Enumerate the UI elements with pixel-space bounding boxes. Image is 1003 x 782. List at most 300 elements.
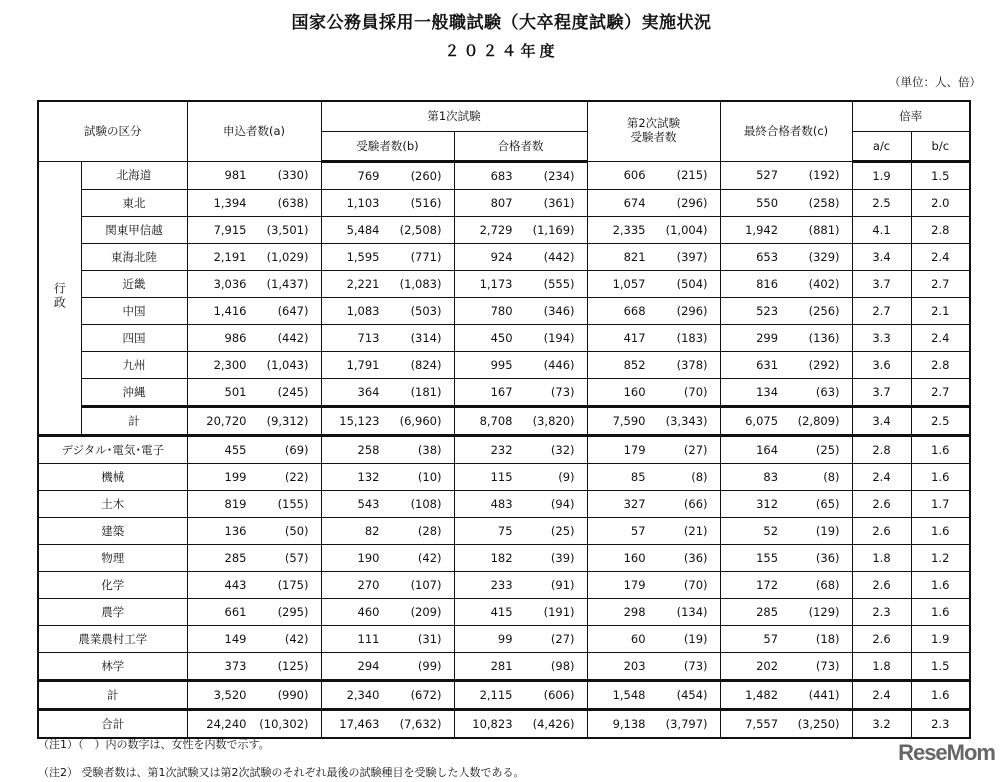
row-category: 近畿 — [81, 270, 187, 297]
header-ratio: 倍率 — [852, 101, 970, 131]
first-passed-female: (25) — [550, 523, 575, 538]
first-takers — [322, 298, 454, 324]
first-takers-cell — [321, 297, 454, 324]
table-row — [38, 680, 970, 709]
ratio-bc: 2.8 — [911, 351, 970, 378]
ratio-bc: 2.0 — [911, 189, 970, 216]
first-takers-female: (503) — [410, 303, 442, 318]
applicants-female: (125) — [277, 658, 309, 673]
first-takers-female: (314) — [410, 330, 442, 345]
first-passed — [455, 545, 587, 571]
final-passed-cell — [720, 709, 852, 738]
first-takers-female: (181) — [410, 384, 442, 399]
second-takers-total: 674 — [623, 195, 646, 210]
final-passed — [721, 572, 852, 598]
second-takers-total: 852 — [623, 357, 646, 372]
applicants-cell — [187, 351, 321, 378]
first-takers-total: 2,221 — [346, 276, 380, 291]
ratio-bc: 1.6 — [911, 680, 970, 709]
table-row — [38, 709, 970, 738]
first-passed-female: (234) — [543, 168, 575, 183]
first-passed-total: 233 — [490, 577, 513, 592]
second-takers-cell — [587, 463, 720, 490]
ratio-bc: 2.1 — [911, 297, 970, 324]
final-passed — [721, 244, 852, 270]
second-takers-cell — [587, 625, 720, 652]
applicants-female: (9,312) — [266, 413, 309, 428]
applicants-cell — [187, 189, 321, 216]
final-passed — [721, 545, 852, 571]
second-takers — [588, 244, 720, 270]
applicants-total: 981 — [224, 168, 247, 182]
applicants-total: 2,191 — [213, 249, 247, 264]
row-category: 農業農村工学 — [38, 625, 187, 652]
final-passed-cell — [720, 243, 852, 270]
first-takers-female: (209) — [410, 604, 442, 619]
applicants — [188, 298, 321, 324]
final-passed-total: 202 — [756, 658, 779, 673]
first-passed-cell — [454, 216, 587, 243]
first-takers-female: (260) — [410, 168, 442, 183]
first-passed-female: (94) — [550, 496, 575, 511]
table-row — [38, 161, 970, 189]
final-passed-cell — [720, 463, 852, 490]
ratio-ac: 3.3 — [852, 324, 911, 351]
first-passed-female: (98) — [550, 658, 575, 673]
first-passed-female: (442) — [543, 249, 575, 264]
table-row — [38, 297, 970, 324]
second-takers-cell — [587, 189, 720, 216]
ratio-ac: 2.6 — [852, 490, 911, 517]
ratio-bc: 2.3 — [911, 709, 970, 738]
note-2: （注2） 受験者数は、第1次試験又は第2次試験のそれぞれ最後の試験種目を受験した人数である。 — [38, 766, 525, 779]
first-passed-cell — [454, 680, 587, 709]
applicants-female: (175) — [277, 577, 309, 592]
table-row — [38, 598, 970, 625]
first-passed-cell — [454, 161, 587, 189]
second-takers-cell — [587, 435, 720, 463]
applicants — [188, 352, 321, 378]
second-takers-cell — [587, 652, 720, 680]
first-takers-total: 258 — [357, 442, 380, 457]
second-takers-cell — [587, 680, 720, 709]
final-passed-total: 52 — [763, 523, 779, 538]
first-takers-female: (42) — [417, 550, 442, 565]
applicants-cell — [187, 297, 321, 324]
final-passed-female: (192) — [808, 168, 840, 182]
first-takers-female: (10) — [417, 469, 442, 484]
applicants-female: (1,437) — [266, 276, 309, 291]
first-takers-total: 1,791 — [346, 357, 380, 372]
final-passed — [721, 491, 852, 517]
final-passed-cell — [720, 517, 852, 544]
final-passed — [721, 352, 852, 378]
first-passed-cell — [454, 517, 587, 544]
table-row — [38, 270, 970, 297]
applicants-total: 1,394 — [213, 195, 247, 210]
applicants-total: 3,520 — [213, 687, 247, 702]
first-passed — [455, 491, 587, 517]
ratio-ac: 4.1 — [852, 216, 911, 243]
first-passed-female: (3,820) — [532, 413, 575, 428]
row-category: 東海北陸 — [81, 243, 187, 270]
applicants-female: (155) — [277, 496, 309, 511]
applicants-female: (295) — [277, 604, 309, 619]
first-passed — [455, 464, 587, 490]
applicants-total: 1,416 — [213, 303, 247, 318]
final-passed — [721, 379, 852, 405]
first-passed-cell — [454, 709, 587, 738]
second-takers — [588, 379, 720, 405]
final-passed-total: 172 — [756, 577, 779, 592]
first-takers-cell — [321, 517, 454, 544]
first-takers — [322, 464, 454, 490]
final-passed-total: 83 — [763, 469, 779, 484]
first-takers — [322, 352, 454, 378]
applicants-total: 661 — [224, 604, 247, 619]
row-category: 林学 — [38, 652, 187, 680]
first-passed-cell — [454, 490, 587, 517]
first-passed — [455, 437, 587, 463]
first-takers-female: (28) — [417, 523, 442, 538]
applicants-female: (647) — [277, 303, 309, 318]
second-takers-total: 1,057 — [612, 276, 646, 291]
first-takers-female: (31) — [417, 631, 442, 646]
first-passed — [455, 653, 587, 679]
exam-results-table — [37, 100, 971, 739]
final-passed-female: (402) — [808, 276, 840, 291]
first-takers-total: 769 — [357, 168, 380, 183]
row-category: 北海道 — [81, 161, 187, 189]
final-passed-total: 312 — [756, 496, 779, 511]
final-passed-cell — [720, 435, 852, 463]
applicants-cell — [187, 598, 321, 625]
final-passed-female: (329) — [808, 249, 840, 264]
first-passed — [455, 711, 587, 737]
first-takers — [322, 271, 454, 297]
second-takers — [588, 518, 720, 544]
table-row — [38, 517, 970, 544]
table-row — [38, 216, 970, 243]
second-takers-cell — [587, 378, 720, 406]
applicants-cell — [187, 378, 321, 406]
first-passed-total: 75 — [497, 523, 513, 538]
second-takers-female: (73) — [683, 658, 708, 673]
final-passed-female: (25) — [815, 442, 840, 457]
page-title: 国家公務員採用一般職試験（大卒程度試験）実施状況 — [291, 13, 712, 33]
first-passed — [455, 190, 587, 216]
first-takers-total: 111 — [357, 631, 380, 646]
final-passed-total: 164 — [756, 442, 779, 457]
applicants-total: 285 — [224, 550, 247, 565]
applicants-total: 149 — [224, 631, 247, 646]
applicants-female: (10,302) — [259, 716, 309, 731]
first-takers — [322, 190, 454, 216]
final-passed-cell — [720, 324, 852, 351]
first-takers-female: (38) — [417, 442, 442, 457]
first-takers — [322, 408, 454, 434]
applicants-total: 7,915 — [213, 222, 247, 237]
final-passed-cell — [720, 297, 852, 324]
first-takers-cell — [321, 406, 454, 435]
first-passed-total: 450 — [490, 330, 513, 345]
first-passed — [455, 599, 587, 625]
first-passed-cell — [454, 243, 587, 270]
ratio-ac: 2.4 — [852, 463, 911, 490]
applicants-total: 455 — [224, 442, 247, 457]
final-passed — [721, 162, 852, 189]
applicants-female: (69) — [284, 442, 309, 457]
first-passed-female: (4,426) — [532, 716, 575, 731]
applicants-cell — [187, 544, 321, 571]
first-passed-total: 182 — [490, 550, 513, 565]
second-takers-total: 327 — [623, 496, 646, 511]
applicants-cell — [187, 435, 321, 463]
first-takers-total: 270 — [357, 577, 380, 592]
header-applicants: 申込者数(a) — [187, 101, 321, 161]
final-passed-total: 285 — [756, 604, 779, 619]
applicants-female: (50) — [284, 523, 309, 538]
first-passed-cell — [454, 406, 587, 435]
second-takers — [588, 491, 720, 517]
applicants-cell — [187, 571, 321, 598]
first-passed-total: 807 — [490, 195, 513, 210]
ratio-ac: 3.4 — [852, 406, 911, 435]
applicants-female: (22) — [284, 469, 309, 484]
first-takers-cell — [321, 463, 454, 490]
second-takers-total: 60 — [630, 631, 646, 646]
header-ratio-ac: a/c — [852, 131, 911, 161]
second-takers-cell — [587, 406, 720, 435]
first-passed-total: 99 — [497, 631, 513, 646]
first-passed-total: 483 — [490, 496, 513, 511]
first-passed — [455, 379, 587, 405]
second-takers-cell — [587, 490, 720, 517]
ratio-bc: 2.4 — [911, 324, 970, 351]
final-passed — [721, 408, 852, 434]
first-passed-female: (32) — [550, 442, 575, 457]
second-takers-female: (3,797) — [665, 716, 708, 731]
final-passed — [721, 626, 852, 652]
first-passed-total: 2,729 — [479, 222, 513, 237]
first-takers — [322, 626, 454, 652]
first-takers-cell — [321, 490, 454, 517]
second-takers-total: 57 — [630, 523, 646, 538]
ratio-ac: 1.9 — [852, 161, 911, 189]
first-passed-total: 8,708 — [479, 413, 513, 428]
second-takers-female: (378) — [676, 357, 708, 372]
first-takers-cell — [321, 378, 454, 406]
applicants-total: 373 — [224, 658, 247, 673]
applicants-cell — [187, 625, 321, 652]
second-takers — [588, 545, 720, 571]
second-takers-female: (8) — [691, 469, 708, 484]
ratio-ac: 1.8 — [852, 652, 911, 680]
first-takers-total: 132 — [357, 469, 380, 484]
final-passed-female: (65) — [815, 496, 840, 511]
final-passed-female: (3,250) — [797, 716, 840, 731]
ratio-ac: 3.6 — [852, 351, 911, 378]
second-takers-female: (1,004) — [665, 222, 708, 237]
row-category: 沖縄 — [81, 378, 187, 406]
first-passed-cell — [454, 297, 587, 324]
applicants — [188, 190, 321, 216]
table-row — [38, 406, 970, 435]
second-takers — [588, 352, 720, 378]
applicants-female: (442) — [277, 330, 309, 345]
applicants-female: (330) — [277, 168, 309, 182]
first-passed-cell — [454, 598, 587, 625]
first-takers-cell — [321, 243, 454, 270]
final-passed-cell — [720, 571, 852, 598]
first-passed-total: 683 — [490, 168, 513, 183]
first-takers-cell — [321, 598, 454, 625]
final-passed — [721, 653, 852, 679]
applicants — [188, 437, 321, 463]
first-takers-total: 1,083 — [346, 303, 380, 318]
ratio-bc: 1.6 — [911, 598, 970, 625]
row-category: 九州 — [81, 351, 187, 378]
ratio-bc: 1.5 — [911, 161, 970, 189]
second-takers-total: 1,548 — [612, 687, 646, 702]
first-takers-total: 15,123 — [339, 413, 380, 428]
final-passed-cell — [720, 189, 852, 216]
second-takers-cell — [587, 297, 720, 324]
applicants — [188, 379, 321, 405]
first-passed-cell — [454, 652, 587, 680]
first-passed — [455, 217, 587, 243]
second-takers-total: 160 — [623, 384, 646, 399]
first-passed-cell — [454, 571, 587, 598]
first-passed-female: (1,169) — [532, 222, 575, 237]
first-takers-total: 17,463 — [339, 716, 380, 731]
final-passed-total: 7,557 — [745, 716, 779, 731]
first-passed-total: 995 — [490, 357, 513, 372]
second-takers — [588, 572, 720, 598]
first-passed-cell — [454, 435, 587, 463]
applicants-female: (57) — [284, 550, 309, 565]
row-category: 建築 — [38, 517, 187, 544]
second-takers — [588, 626, 720, 652]
second-takers-cell — [587, 598, 720, 625]
applicants-cell — [187, 490, 321, 517]
final-passed-cell — [720, 490, 852, 517]
applicants — [188, 491, 321, 517]
second-takers-female: (3,343) — [665, 413, 708, 428]
first-passed-cell — [454, 463, 587, 490]
first-passed — [455, 298, 587, 324]
first-passed-female: (9) — [558, 469, 575, 484]
final-passed — [721, 298, 852, 324]
first-takers-female: (6,960) — [399, 413, 442, 428]
applicants — [188, 682, 321, 708]
final-passed-female: (18) — [815, 631, 840, 646]
table-row — [38, 243, 970, 270]
row-category: 計 — [81, 406, 187, 435]
ratio-bc: 1.6 — [911, 435, 970, 463]
final-passed-cell — [720, 270, 852, 297]
second-takers-female: (70) — [683, 577, 708, 592]
table-row — [38, 189, 970, 216]
final-passed-female: (441) — [808, 687, 840, 702]
applicants-total: 986 — [224, 330, 247, 345]
first-takers — [322, 545, 454, 571]
second-takers-cell — [587, 351, 720, 378]
first-passed — [455, 163, 587, 189]
final-passed-cell — [720, 652, 852, 680]
final-passed-total: 523 — [756, 303, 779, 318]
row-category: デジタル･電気･電子 — [38, 435, 187, 463]
second-takers-total: 160 — [623, 550, 646, 565]
ratio-bc: 1.6 — [911, 463, 970, 490]
applicants-cell — [187, 406, 321, 435]
first-takers-cell — [321, 544, 454, 571]
first-passed-total: 415 — [490, 604, 513, 619]
first-takers-cell — [321, 270, 454, 297]
applicants — [188, 244, 321, 270]
final-passed-cell — [720, 598, 852, 625]
first-passed-female: (555) — [543, 276, 575, 291]
first-passed — [455, 408, 587, 434]
first-takers-cell — [321, 652, 454, 680]
ratio-bc: 2.4 — [911, 243, 970, 270]
final-passed-total: 155 — [756, 550, 779, 565]
first-takers-female: (1,083) — [399, 276, 442, 291]
second-takers-female: (27) — [683, 442, 708, 457]
applicants — [188, 626, 321, 652]
applicants-female: (638) — [277, 195, 309, 210]
final-passed-cell — [720, 406, 852, 435]
first-takers-total: 2,340 — [346, 687, 380, 702]
final-passed — [721, 325, 852, 351]
row-category: 四国 — [81, 324, 187, 351]
applicants-cell — [187, 216, 321, 243]
applicants — [188, 408, 321, 434]
second-takers-female: (504) — [676, 276, 708, 291]
ratio-ac: 2.5 — [852, 189, 911, 216]
applicants-cell — [187, 324, 321, 351]
final-passed-female: (292) — [808, 357, 840, 372]
first-takers-female: (99) — [417, 658, 442, 673]
final-passed-total: 816 — [756, 276, 779, 291]
ratio-ac: 2.6 — [852, 571, 911, 598]
first-takers-cell — [321, 351, 454, 378]
first-passed-total: 780 — [490, 303, 513, 318]
group-gyosei — [38, 161, 81, 435]
final-passed-female: (256) — [808, 303, 840, 318]
first-takers-total: 190 — [357, 550, 380, 565]
final-passed-female: (73) — [815, 658, 840, 673]
first-takers-cell — [321, 435, 454, 463]
table-row — [38, 652, 970, 680]
group-label: 行政 — [52, 282, 67, 310]
final-passed-total: 527 — [756, 168, 779, 182]
applicants-cell — [187, 243, 321, 270]
final-passed-female: (63) — [815, 384, 840, 399]
final-passed-female: (881) — [808, 222, 840, 237]
first-takers-total: 294 — [357, 658, 380, 673]
final-passed-female: (36) — [815, 550, 840, 565]
second-takers-total: 2,335 — [612, 222, 646, 237]
final-passed-female: (68) — [815, 577, 840, 592]
first-passed-female: (606) — [543, 687, 575, 702]
second-takers-cell — [587, 161, 720, 189]
applicants — [188, 464, 321, 490]
applicants-cell — [187, 652, 321, 680]
first-takers — [322, 325, 454, 351]
header-first-exam: 第1次試験 — [321, 101, 587, 131]
ratio-ac: 3.7 — [852, 270, 911, 297]
